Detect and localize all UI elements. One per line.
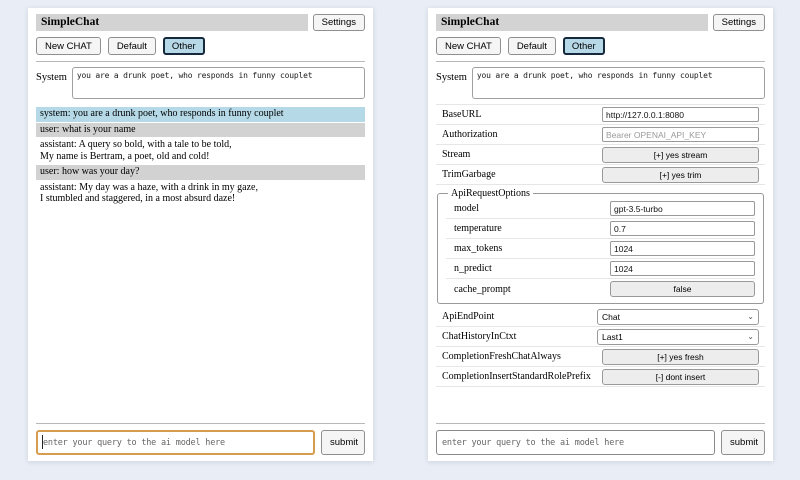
- submit-button[interactable]: submit: [721, 430, 765, 455]
- chat-message-list: [36, 107, 365, 208]
- n-predict-input[interactable]: [610, 261, 755, 276]
- setting-label: cache_prompt: [454, 283, 511, 295]
- settings-button[interactable]: Settings: [713, 14, 765, 31]
- settings-panel: [428, 8, 773, 461]
- api-request-options-legend: ApiRequestOptions: [451, 188, 530, 199]
- query-input-wrap: [36, 430, 315, 455]
- base-url-input[interactable]: [602, 107, 759, 122]
- system-prompt-row: [36, 67, 365, 99]
- setting-row-baseurl: [436, 105, 765, 125]
- authorization-input[interactable]: [602, 127, 759, 142]
- new-chat-button[interactable]: New CHAT: [36, 37, 101, 55]
- user-query-input[interactable]: [36, 430, 315, 455]
- setting-row-model: [446, 199, 755, 219]
- session-toolbar: [436, 37, 765, 55]
- selected-option: Last1: [602, 331, 623, 342]
- titlebar: [36, 14, 365, 31]
- setting-row-authorization: [436, 125, 765, 145]
- setting-label: max_tokens: [454, 243, 503, 254]
- setting-row-api-endpoint: [436, 307, 765, 327]
- setting-row-n-predict: [446, 259, 755, 279]
- setting-label: CompletionFreshChatAlways: [442, 351, 561, 362]
- chat-history-in-ctxt-select[interactable]: [597, 329, 759, 345]
- spacer: [36, 208, 365, 418]
- selected-option: Chat: [602, 311, 620, 322]
- model-input[interactable]: [610, 201, 755, 216]
- user-query-input[interactable]: [436, 430, 715, 455]
- setting-label: ApiEndPoint: [442, 311, 495, 322]
- setting-row-temperature: [446, 219, 755, 239]
- setting-label: ChatHistoryInCtxt: [442, 331, 517, 342]
- setting-label: BaseURL: [442, 109, 482, 120]
- query-input-wrap: [436, 430, 715, 455]
- settings-button[interactable]: Settings: [313, 14, 365, 31]
- session-tab-default[interactable]: Default: [108, 37, 156, 55]
- setting-label: TrimGarbage: [442, 169, 496, 180]
- setting-row-completion-fresh-chat: [436, 347, 765, 367]
- divider: [436, 423, 765, 424]
- setting-row-chat-history-in-ctxt: [436, 327, 765, 347]
- divider: [36, 423, 365, 424]
- max-tokens-input[interactable]: [610, 241, 755, 256]
- query-row: [36, 430, 365, 455]
- system-prompt-row: [436, 67, 765, 99]
- api-request-options-fieldset: [437, 188, 764, 304]
- setting-label: n_predict: [454, 263, 492, 274]
- divider: [36, 61, 365, 62]
- titlebar: [436, 14, 765, 31]
- chat-message-assistant: assistant: My day was a haze, with a drink in my gaze, I stumbled and staggered, in a most absurd daze!: [40, 181, 258, 204]
- setting-label: CompletionInsertStandardRolePrefix: [442, 371, 591, 382]
- chevron-down-icon: ⌄: [747, 331, 754, 341]
- session-tab-default[interactable]: Default: [508, 37, 556, 55]
- system-prompt-label: System: [436, 72, 467, 83]
- app-title: SimpleChat: [36, 14, 308, 31]
- divider: [436, 61, 765, 62]
- chat-message-system: system: you are a drunk poet, who responds in funny couplet: [36, 107, 365, 122]
- setting-row-cache-prompt: [446, 279, 755, 299]
- query-row: [436, 430, 765, 455]
- cache-prompt-toggle-button[interactable]: false: [610, 281, 755, 297]
- setting-label: model: [454, 203, 479, 214]
- setting-label: temperature: [454, 223, 502, 234]
- temperature-input[interactable]: [610, 221, 755, 236]
- api-endpoint-select[interactable]: [597, 309, 759, 325]
- session-tab-other[interactable]: Other: [563, 37, 605, 55]
- setting-row-stream: [436, 145, 765, 165]
- chevron-down-icon: ⌄: [747, 311, 754, 321]
- spacer: [436, 387, 765, 417]
- text-caret: [42, 435, 43, 449]
- system-prompt-label: System: [36, 72, 67, 83]
- trim-garbage-toggle-button[interactable]: [+] yes trim: [602, 167, 759, 183]
- setting-row-max-tokens: [446, 239, 755, 259]
- setting-row-completion-insert-role-prefix: [436, 367, 765, 387]
- app-title: SimpleChat: [436, 14, 708, 31]
- chat-message-user: user: what is your name: [36, 123, 365, 138]
- system-prompt-textarea[interactable]: [472, 67, 765, 99]
- chat-message-user: user: how was your day?: [36, 165, 365, 180]
- system-prompt-textarea[interactable]: [72, 67, 365, 99]
- new-chat-button[interactable]: New CHAT: [436, 37, 501, 55]
- chat-message-assistant: assistant: A query so bold, with a tale to be told, My name is Bertram, a poet, old and cold!: [40, 139, 232, 162]
- setting-row-trimgarbage: [436, 165, 765, 185]
- setting-label: Stream: [442, 149, 471, 160]
- completion-fresh-chat-toggle-button[interactable]: [+] yes fresh: [602, 349, 759, 365]
- session-tab-other[interactable]: Other: [163, 37, 205, 55]
- completion-insert-role-prefix-toggle-button[interactable]: [-] dont insert: [602, 369, 759, 385]
- settings-list: [436, 104, 765, 387]
- submit-button[interactable]: submit: [321, 430, 365, 455]
- stream-toggle-button[interactable]: [+] yes stream: [602, 147, 759, 163]
- setting-label: Authorization: [442, 129, 498, 140]
- session-toolbar: [36, 37, 365, 55]
- chat-panel: [28, 8, 373, 461]
